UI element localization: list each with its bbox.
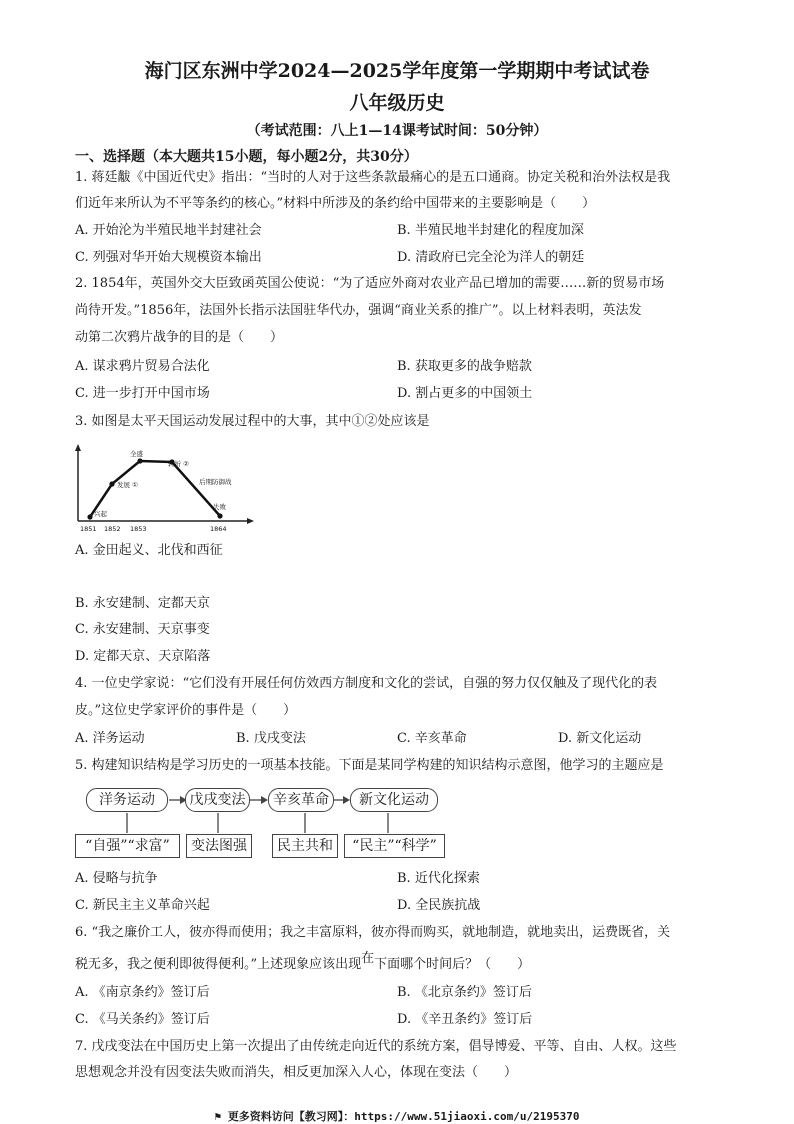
q3-option-d: D. 定都天京、天京陷落 — [75, 649, 211, 664]
q4-option-d: D. 新文化运动 — [558, 731, 642, 746]
q1-stem-line2: 们近年来所认为不平等条约的核心。”材料中所涉及的条约给中国带来的主要影响是（ ） — [75, 196, 596, 211]
chart-label-fail: 失败 — [213, 503, 226, 511]
diagram-leaf-wuxu: 变法图强 — [186, 834, 252, 858]
q1-option-c: C. 列强对华开始大规模资本输出 — [75, 250, 262, 265]
q5-option-b: B. 近代化探索 — [397, 871, 480, 886]
q3-option-c: C. 永安建制、天京事变 — [75, 622, 210, 637]
q2-option-c: C. 进一步打开中国市场 — [75, 386, 210, 401]
q4-stem-line1: 4. 一位史学家说：“它们没有开展任何仿效西方制度和文化的尝试，自强的努力仅仅触及了现代化的表 — [75, 676, 658, 691]
diagram-node-wuxu: 戊戌变法 — [185, 788, 250, 812]
q4-option-c: C. 辛亥革命 — [397, 731, 467, 746]
q6-option-c: C. 《马关条约》签订后 — [75, 1012, 210, 1027]
q2-stem-line2: 尚待开发。”1856年，法国外长指示法国驻华代办，强调“商业关系的推广”。以上材料表明，英法发 — [75, 303, 642, 318]
taiping-timeline-chart — [72, 444, 257, 534]
q6-stem-line2-part1: 税无多，我之便利即彼得便利。”上述现象应该出现 — [75, 957, 362, 972]
diagram-node-yangwu: 洋务运动 — [86, 788, 168, 812]
q1-option-a: A. 开始沦为半殖民地半封建社会 — [75, 223, 262, 238]
q6-option-b: B. 《北京条约》签订后 — [397, 985, 532, 1000]
q6-stem-line2-raised: 在 — [361, 951, 375, 966]
chart-label-rise: 兴起 — [94, 510, 107, 518]
q2-stem-line3: 动第二次鸦片战争的目的是（ ） — [75, 330, 284, 345]
exam-info: （考试范围：八上1—14课考试时间：50分钟） — [246, 123, 548, 139]
q5-option-a: A. 侵略与抗争 — [75, 871, 158, 886]
q3-option-a: A. 金田起义、北伐和西征 — [75, 543, 223, 558]
q1-stem-line1: 1. 蒋廷黻《中国近代史》指出：“当时的人对于这些条款最痛心的是五口通商。协定关税和治外法权是我 — [75, 170, 671, 185]
footer — [0, 1108, 794, 1124]
q1-option-b: B. 半殖民地半封建化的程度加深 — [397, 223, 584, 238]
q6-option-d: D. 《辛丑条约》签订后 — [397, 1012, 533, 1027]
footer-link[interactable]: 更多资料访问【教习网】：https://www.51jiaoxi.com/u/2195370 — [227, 1110, 580, 1123]
q5-option-d: D. 全民族抗战 — [397, 898, 481, 913]
chart-x-arrow — [247, 518, 254, 524]
exam-title: 海门区东洲中学2024—2025学年度第一学期期中考试试卷 — [144, 60, 650, 82]
q2-option-b: B. 获取更多的战争赔款 — [397, 359, 532, 374]
q2-stem-line1: 2. 1854年，英国外交大臣致函英国公使说：“为了适应外商对农业产品已增加的需要……新的贸易市场 — [75, 276, 665, 291]
chart-label-develop: 发展 ① — [117, 481, 138, 489]
q5-stem: 5. 构建知识结构是学习历史的一项基本技能。下面是某同学构建的知识结构示意图，他学习的主题应是 — [75, 758, 664, 773]
diagram-leaf-xinwenhua: “民主”“科学” — [344, 834, 445, 858]
q2-option-a: A. 谋求鸦片贸易合法化 — [75, 359, 210, 374]
q7-stem-line2: 思想观念并没有因变法失败而消失，相反更加深入人心，体现在变法（ ） — [75, 1065, 518, 1080]
q5-option-c: C. 新民主主义革命兴起 — [75, 898, 210, 913]
arrowhead-2 — [261, 796, 268, 804]
flag-icon: ⚑ — [214, 1110, 222, 1123]
q7-stem-line1: 7. 戊戌变法在中国历史上第一次提出了由传统走向近代的系统方案，倡导博爱、平等、自由、人权。这些 — [75, 1039, 677, 1054]
q4-option-a: A. 洋务运动 — [75, 731, 145, 746]
chart-point-peak — [137, 458, 142, 463]
chart-point-1864 — [217, 513, 222, 518]
q6-stem-line2-part2: 下面哪个时间后？（ ） — [374, 957, 531, 972]
arrowhead-1 — [180, 796, 187, 804]
q1-option-d: D. 清政府已完全沦为洋人的朝廷 — [397, 250, 585, 265]
chart-point-1851 — [87, 514, 92, 519]
section-heading: 一、选择题（本大题共15小题，每小题2分，共30分） — [75, 149, 418, 165]
chart-y-arrow — [75, 444, 81, 451]
diagram-connectors — [75, 784, 455, 864]
chart-label-late-defense: 后期防御战 — [199, 478, 232, 486]
chart-tick-1852: 1852 — [104, 525, 121, 533]
chart-tick-1864: 1864 — [210, 525, 227, 533]
diagram-leaf-yangwu: “自强”“求富” — [75, 834, 180, 858]
q2-option-d: D. 割占更多的中国领土 — [397, 386, 533, 401]
chart-tick-1853: 1853 — [130, 525, 147, 533]
q6-stem-line1: 6. “我之廉价工人，彼亦得而使用；我之丰富原料，彼亦得而购买，就地制造，就地卖出，运费既省，关 — [75, 925, 671, 940]
chart-series-line — [90, 461, 220, 517]
diagram-node-xinhai: 辛亥革命 — [268, 788, 334, 812]
q3-option-b: B. 永安建制、定都天京 — [75, 596, 210, 611]
q3-stem: 3. 如图是太平天国运动发展过程中的大事，其中①②处应该是 — [75, 414, 430, 429]
q6-stem-line2 — [75, 951, 531, 973]
chart-label-peak: 全盛 — [130, 450, 143, 458]
diagram-node-xinwenhua: 新文化运动 — [350, 788, 438, 812]
chart-label-turn: 转折 ② — [168, 460, 189, 468]
diagram-leaf-xinhai: 民主共和 — [272, 834, 338, 858]
chart-point-develop — [109, 481, 114, 486]
arrowhead-3 — [343, 796, 350, 804]
q6-option-a: A. 《南京条约》签订后 — [75, 985, 210, 1000]
chart-tick-1851: 1851 — [80, 525, 97, 533]
q4-stem-line2: 皮。”这位史学家评价的事件是（ ） — [75, 703, 297, 718]
q4-option-b: B. 戊戌变法 — [236, 731, 306, 746]
exam-subtitle: 八年级历史 — [349, 92, 445, 114]
